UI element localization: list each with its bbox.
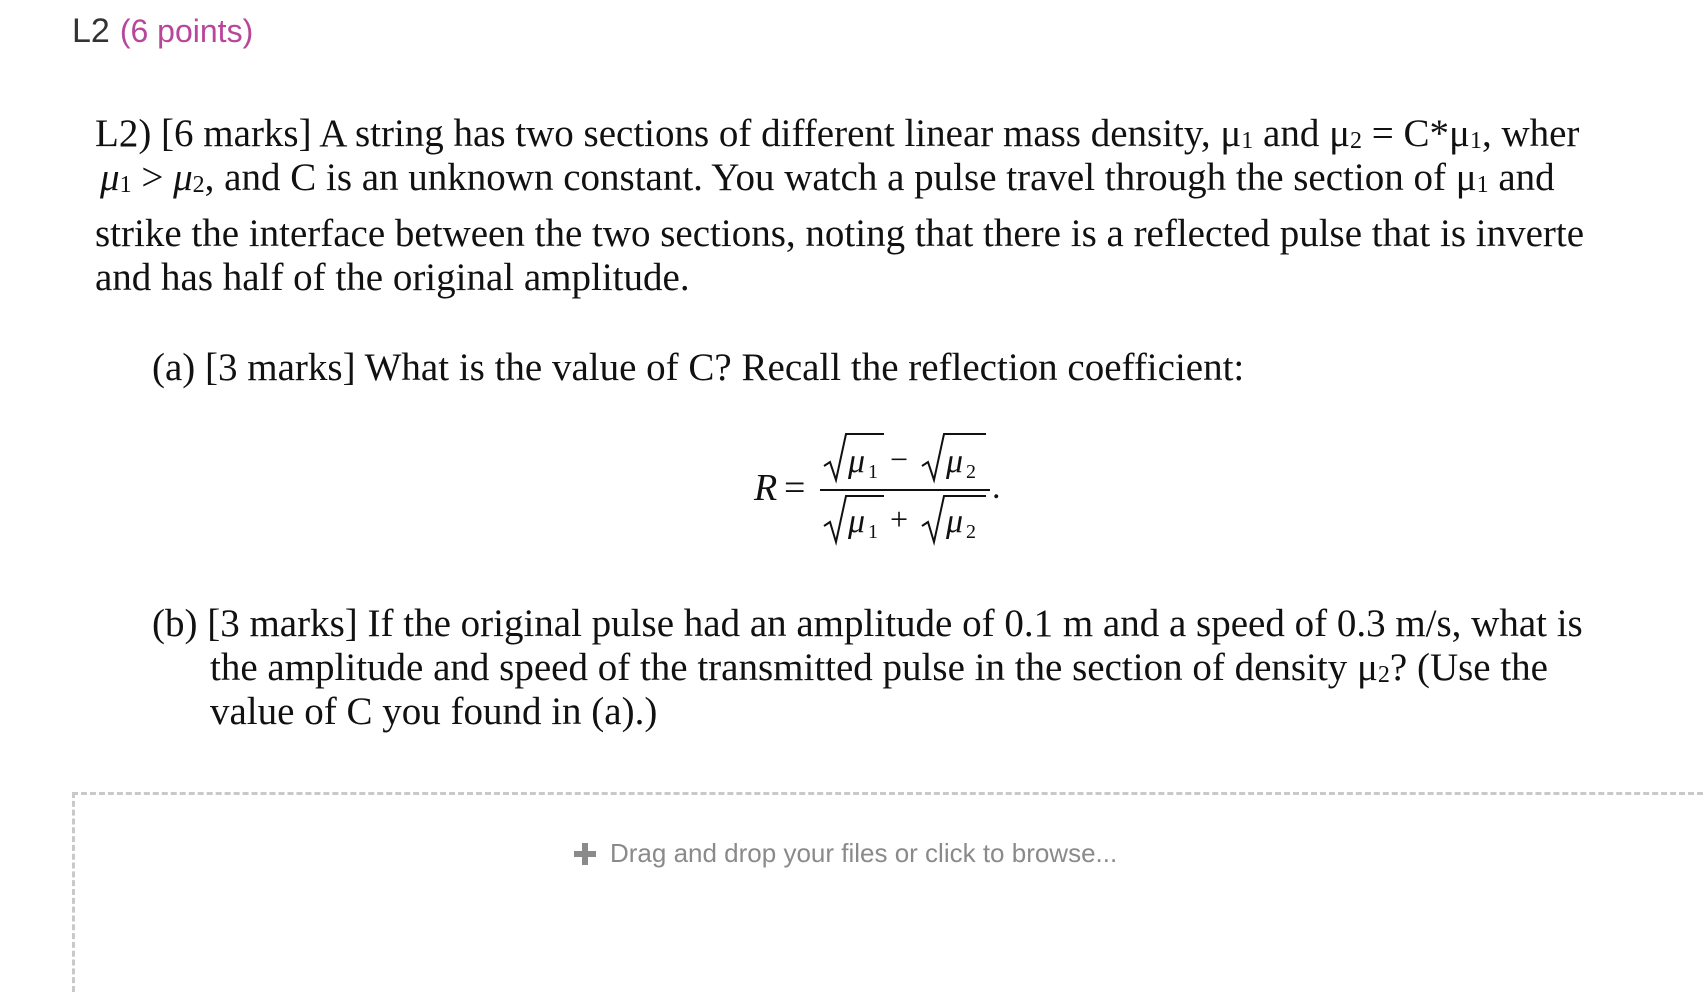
math-symbol: > <box>131 156 174 199</box>
problem-text: and μ <box>1253 112 1351 155</box>
problem-statement <box>0 88 1704 768</box>
formula-equals: = <box>784 467 806 509</box>
upload-browse-link[interactable] <box>574 838 1117 869</box>
formula-plus: + <box>890 501 909 537</box>
question-header <box>72 12 253 58</box>
formula-minus: − <box>890 441 909 477</box>
upload-label: Drag and drop your files or click to browse... <box>610 838 1118 868</box>
question-number: L2 <box>72 12 110 50</box>
plus-icon <box>574 843 596 865</box>
problem-text: , wher <box>1481 112 1580 155</box>
problem-text: the amplitude and speed of the transmitted pulse in the section of density μ <box>210 646 1378 689</box>
math-symbol: μ <box>173 156 193 199</box>
formula-den-s2: 2 <box>966 521 976 543</box>
problem-text: , and C is an unknown constant. You watch a pulse travel through the section of μ <box>204 156 1477 199</box>
problem-line-3: strike the interface between the two sections, noting that there is a reflected pulse that is inverte <box>95 212 1585 255</box>
formula-num-mu2: μ <box>946 443 964 480</box>
formula-num-s2: 2 <box>966 461 976 483</box>
subscript: 1 <box>1469 128 1482 154</box>
part-b-line-3: value of C you found in (a).) <box>210 690 658 733</box>
part-b-line-2 <box>210 648 1548 687</box>
subscript: 1 <box>1241 128 1254 154</box>
formula-num-s1: 1 <box>868 461 878 483</box>
problem-line-2 <box>100 158 1555 197</box>
math-symbol: μ <box>100 156 120 199</box>
part-a: (a) [3 marks] What is the value of C? Recall the reflection coefficient: <box>152 346 1245 389</box>
problem-text: ? (Use the <box>1389 646 1548 689</box>
question-points: (6 points) <box>119 13 254 49</box>
problem-text: and <box>1488 156 1555 199</box>
part-b-line-1: (b) [3 marks] If the original pulse had an amplitude of 0.1 m and a speed of 0.3 m/s, what is <box>152 602 1583 645</box>
formula-r: R <box>754 467 778 509</box>
problem-text: = C*μ <box>1362 112 1470 155</box>
formula-den-s1: 1 <box>868 521 878 543</box>
problem-text: L2) [6 marks] A string has two sections of different linear mass density, μ <box>95 112 1242 155</box>
formula-svg <box>750 422 1010 552</box>
formula-den-mu1: μ <box>848 503 866 540</box>
formula-num-mu1: μ <box>848 443 866 480</box>
subscript: 1 <box>1476 172 1489 198</box>
problem-line-4: and has half of the original amplitude. <box>95 256 690 299</box>
formula-den-mu2: μ <box>946 503 964 540</box>
reflection-formula <box>750 422 1010 552</box>
file-upload-dropzone[interactable] <box>72 792 1704 992</box>
formula-period: . <box>992 469 1001 506</box>
subscript: 2 <box>1377 662 1390 688</box>
subscript: 2 <box>1350 128 1363 154</box>
subscript: 2 <box>192 172 205 198</box>
subscript: 1 <box>119 172 132 198</box>
problem-line-1 <box>95 114 1579 153</box>
